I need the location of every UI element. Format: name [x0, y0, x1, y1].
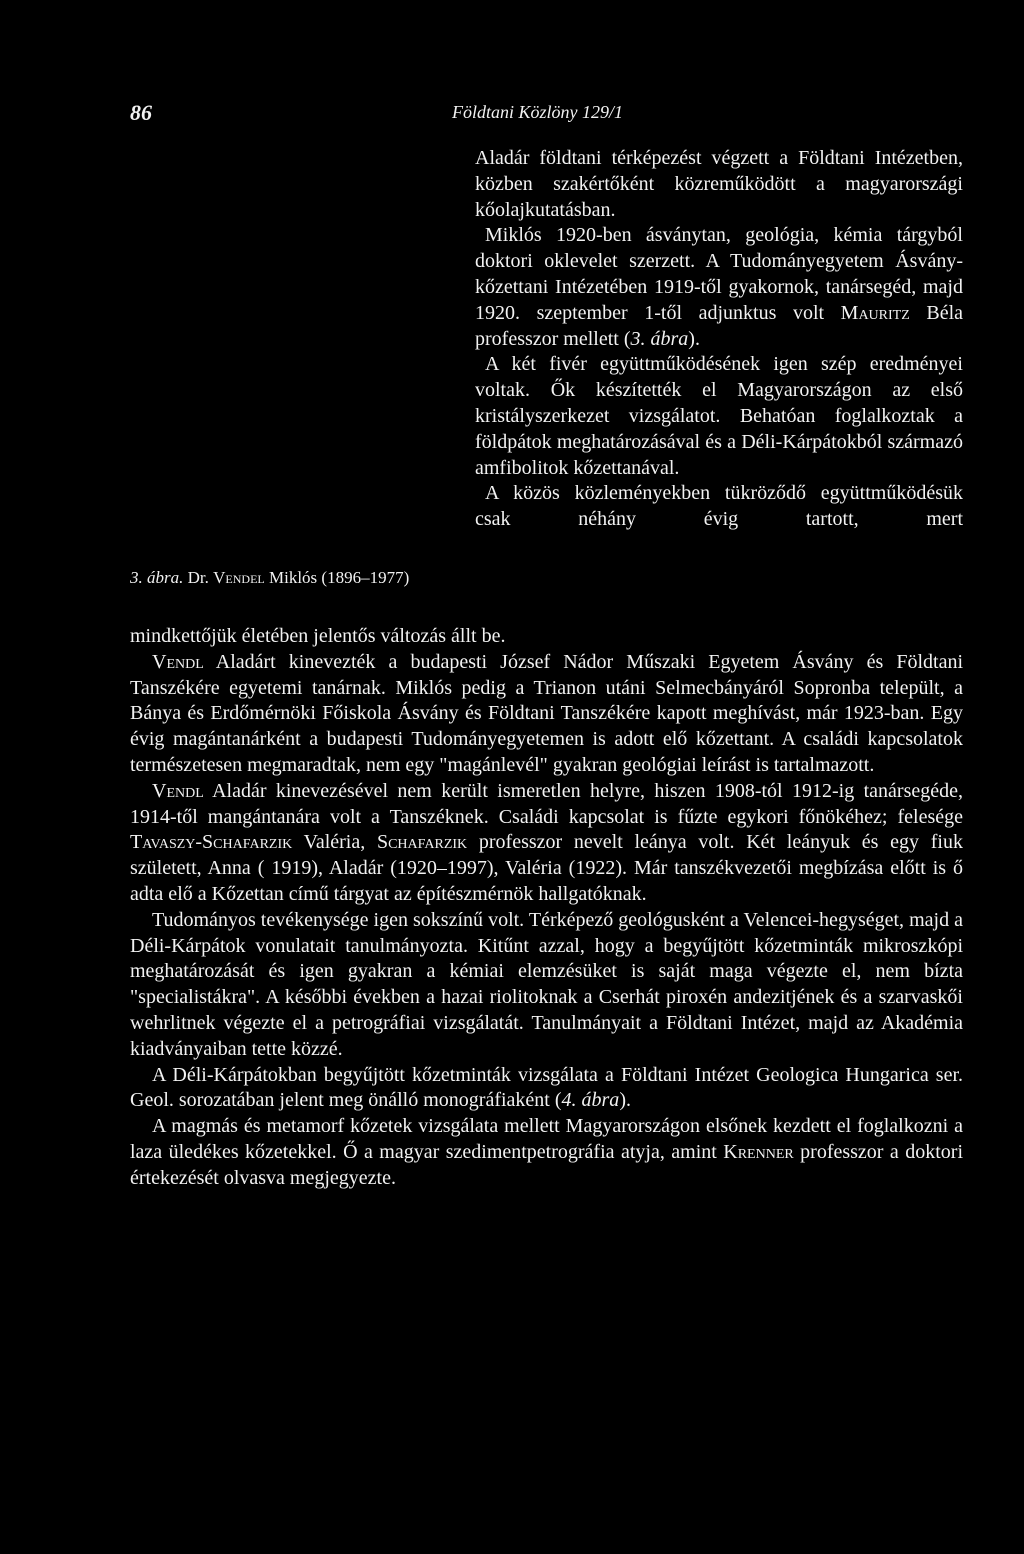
figure-label: 3. ábra. — [130, 568, 184, 587]
right-column — [475, 146, 963, 533]
body-text — [130, 624, 963, 1192]
text: professzor nevelt leánya volt. Két leányuk és egy fiuk született, Anna ( 1919), Aladár (1920–1997), Valéria (1922). Már tanszékvezetői megbízása előtt is ő adta elő a Kőzettan című tárgyat az építészmérnök hallgatóknak. — [130, 831, 963, 905]
paragraph: A két fivér együttműködésének igen szép eredményei voltak. Ők készítették el Magyarországon az első kristályszerkezet vizsgálatot. Behatóan foglalkoztak a földpátok meghatározásával és a Déli-Kárpátokból származó amfibolitok kőzettanával. — [475, 353, 963, 479]
text: Aladárt kinevezték a budapesti József Nádor Műszaki Egyetem Ásvány és Földtani Tanszékére egyetemi tanárnak. Miklós pedig a Trianon utáni Selmecbányáról Sopronba települt, a Bánya és Erdőmérnöki Főiskola Ásvány és Földtani Tanszékére kapott meghívást, már 1923-ban. Egy évig magántanárként a budapesti Tudományegyetemen is adott elő kőzettant. A családi kapcsolatok természetesen megmaradtak, nem egy "magánlevél" gyakran geológiai leírást is tartalmazott. — [130, 650, 963, 776]
text: Dr. — [183, 568, 214, 587]
author-name: Vendl — [152, 779, 204, 802]
figure-reference: 4. ábra — [561, 1089, 620, 1112]
journal-title: Földtani Közlöny 129/1 — [452, 102, 623, 122]
text: ). — [688, 327, 700, 350]
person-name: Vendel — [213, 568, 265, 587]
paragraph: A közös közleményekben tükröződő együttműködésük csak néhány évig tartott, mert — [475, 482, 963, 531]
text: Valéria, — [292, 831, 377, 854]
paragraph — [475, 223, 963, 352]
page-number: 86 — [130, 100, 152, 125]
paragraph — [130, 1114, 963, 1191]
text: A magmás és metamorf kőzetek vizsgálata mellett Magyarországon elsőnek kezdett el foglalkozni a laza üledékes kőzetekkel. Ő a magyar szedimentpetrográfia atyja, amint — [130, 1115, 963, 1163]
text: ). — [619, 1089, 631, 1112]
text: Miklós 1920-ben ásványtan, geológia, kémia tárgyból doktori oklevelet szerzett. A Tudományegyetem Ásvány-kőzettani Intézetében 1919-től gyakornok, tanársegéd, majd 1920. szeptember 1-től adjunktus volt — [475, 224, 963, 324]
paragraph — [130, 650, 963, 779]
paragraph: Tudományos tevékenysége igen sokszínű volt. Térképező geológusként a Velencei-hegységet, majd a Déli-Kárpátok vonulatait tanulmányozta. Kitűnt azzal, hogy a begyűjtött kőzetminták mikroszkópi meghatározását és igen gyakran a kémiai elemzésüket is saját maga végezte el, nem bízta "specialistákra". A későbbi években a hazai riolitoknak a Cserhát piroxén andezitjének és a szarvaskői wehrlitnek végezte el a petrográfiai vizsgálatát. Tanulmányait a Földtani Intézet, majd az Akadémia kiadványaiban tette közzé. — [130, 908, 963, 1060]
paragraph — [130, 1063, 963, 1115]
text: Miklós (1896–1977) — [264, 568, 410, 587]
figure-reference: 3. ábra — [630, 327, 689, 350]
text: professzor a doktori értekezését olvasva megjegyezte. — [130, 1140, 963, 1189]
text: Béla professzor mellett ( — [475, 301, 963, 350]
person-name: Krenner — [723, 1140, 794, 1163]
paragraph — [130, 779, 963, 908]
paragraph: Aladár földtani térképezést végzett a Földtani Intézetben, közben szakértőként közreműködött a magyarországi kőolajkutatásban. — [475, 147, 963, 221]
author-name: Vendl — [152, 650, 204, 673]
figure-caption — [130, 567, 440, 589]
person-name: Tavaszy-Schafarzik — [130, 831, 293, 854]
text: A Déli-Kárpátokban begyűjtött kőzetminták vizsgálata a Földtani Intézet Geologica Hungarica ser. Geol. sorozatában jelent meg önálló monográfiaként ( — [130, 1063, 963, 1112]
person-name: Schafarzik — [376, 831, 468, 854]
text: Aladár kinevezésével nem került ismeretlen helyre, hiszen 1908-tól 1912-ig tanársegéde, 1914-től mangántanára volt a Tanszéknek. Családi kapcsolat is fűzte egykori főnökéhez; felesége — [130, 779, 963, 828]
paragraph: mindkettőjük életében jelentős változás állt be. — [130, 625, 506, 647]
author-name: Mauritz — [840, 301, 910, 324]
